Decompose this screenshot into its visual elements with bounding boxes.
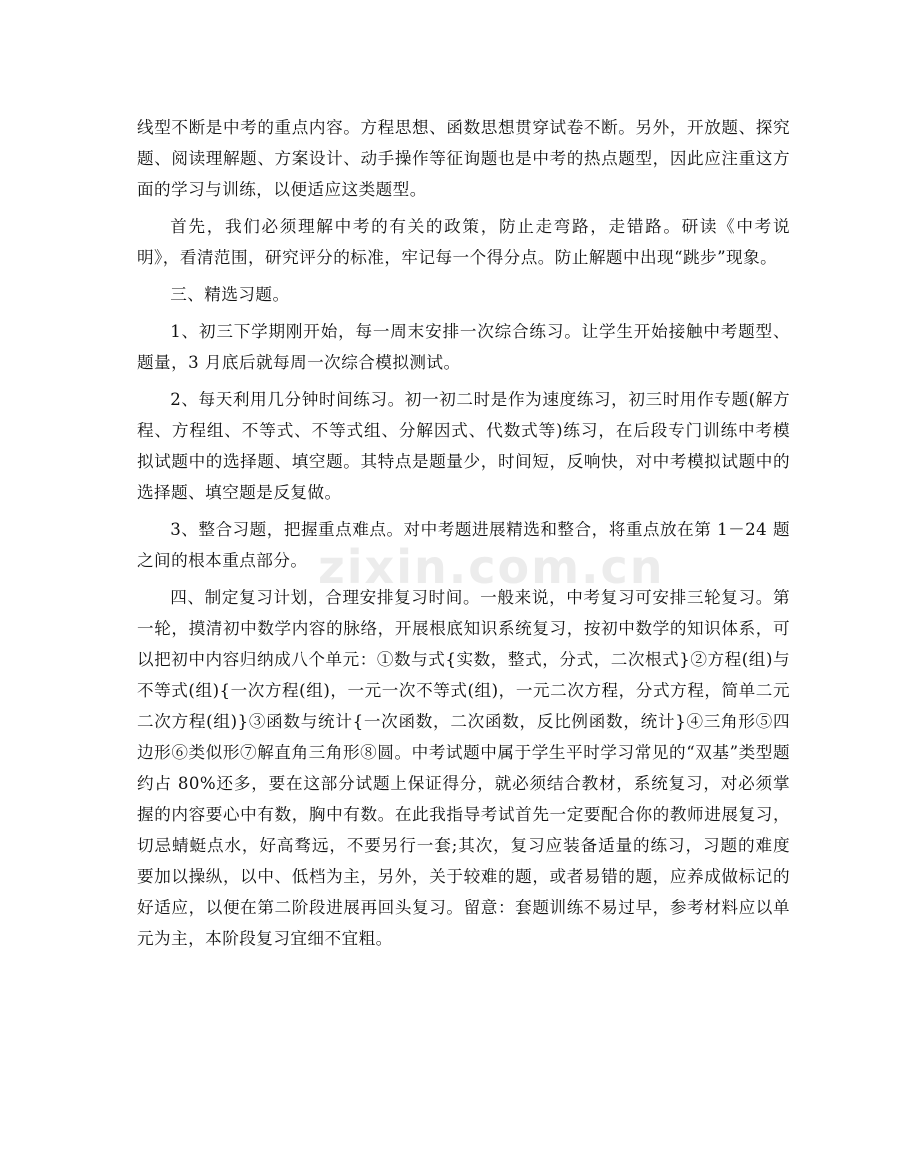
- paragraph-continuation: 线型不断是中考的重点内容。方程思想、函数思想贯穿试卷不断。另外，开放题、探究题、阅读理解题、方案设计、动手操作等征询题也是中考的热点题型，因此应注重这方面的学习与训练，以便适应这类题型。: [137, 118, 790, 199]
- list-item-3: 3、整合习题，把握重点难点。对中考题进展精选和整合，将重点放在第 1－24 题之间的根本重点部分。: [137, 520, 790, 570]
- watermark: zixin.com.cn: [318, 540, 665, 594]
- paragraph-review-plan: 四、制定复习计划，合理安排复习时间。一般来说，中考复习可安排三轮复习。第一轮，摸清初中数学内容的脉络，开展根底知识系统复习，按初中数学的知识体系，可以把初中内容归纳成八个单元：①数与式{实数，整式，分式，二次根式}②方程(组)与不等式(组){一次方程(组)，一元一次不等式(组)，一元二次方程，分式方程，简单二元二次方程(组)}③函数与统计{一次函数，二次函数，反比例函数，统计}④三角形⑤四边形⑥类似形⑦解直角三角形⑧圆。中考试题中属于学生平时学习常见的“双基”类型题约占 80%还多，要在这部分试题上保证得分，就必须结合教材，系统复习，对必须掌握的内容要心中有数，胸中有数。在此我指导考试首先一定要配合你的教师进展复习，切忌蜻蜓点水，好高骛远，不要另行一套;其次，复习应装备适量的练习，习题的难度要加以操纵，以中、低档为主，另外，关于较难的题，或者易错的题，应养成做标记的好适应，以便在第二阶段进展再回头复习。留意：套题训练不易过早，参考材料应以单元为主，本阶段复习宜细不宜粗。: [137, 588, 790, 948]
- list-item-2: 2、每天利用几分钟时间练习。初一初二时是作为速度练习，初三时用作专题(解方程、方程组、不等式、不等式组、分解因式、代数式等)练习，在后段专门训练中考模拟试题中的选择题、填空题。其特点是题量少，时间短，反响快，对中考模拟试题中的选择题、填空题是反复做。: [137, 390, 790, 502]
- paragraph-policy: 首先，我们必须理解中考的有关的政策，防止走弯路，走错路。研读《中考说明》，看清范围，研究评分的标准，牢记每一个得分点。防止解题中出现“跳步”现象。: [137, 217, 790, 267]
- list-item-1: 1、初三下学期刚开始，每一周末安排一次综合练习。让学生开始接触中考题型、题量，3 月底后就每周一次综合模拟测试。: [137, 322, 790, 372]
- document-body: [137, 112, 790, 960]
- section-heading-select-exercises: 三、精选习题。: [170, 285, 290, 304]
